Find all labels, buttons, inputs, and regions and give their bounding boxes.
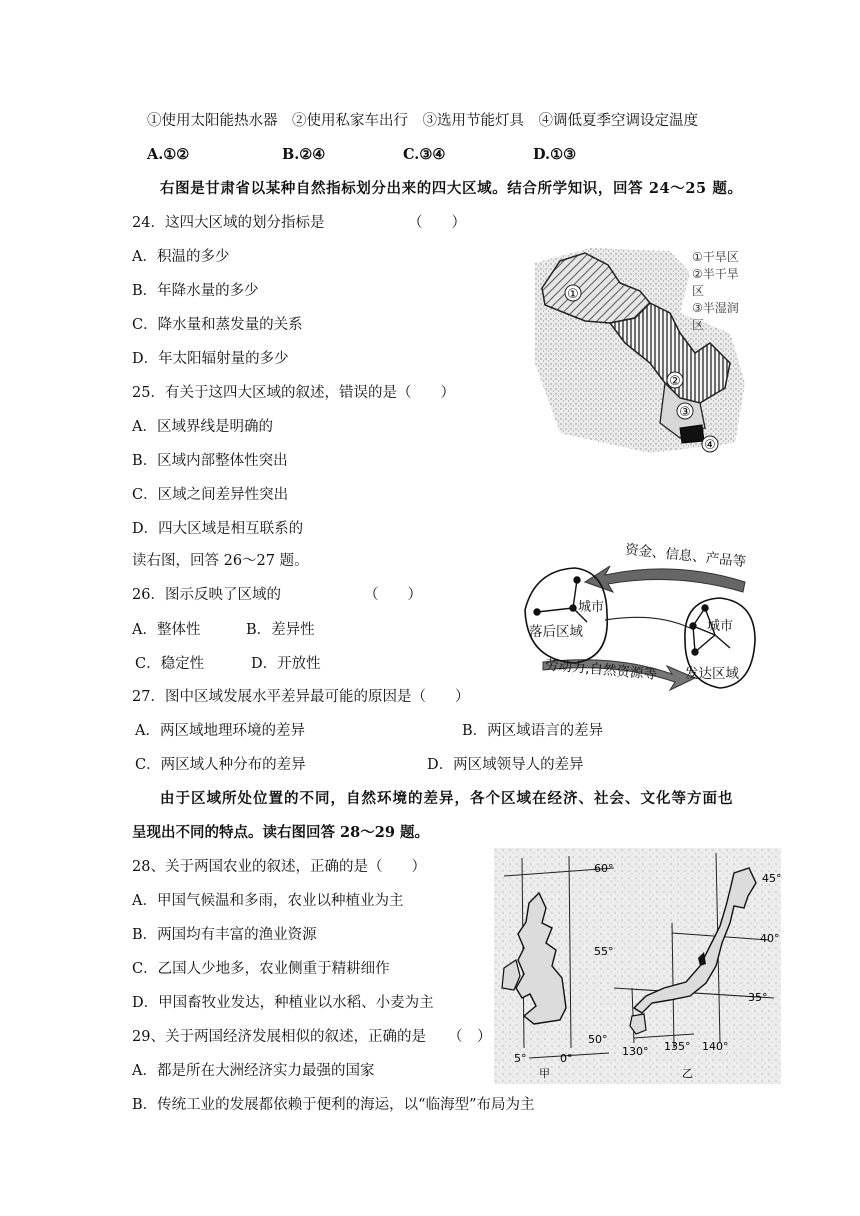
legend-line-5: 区 — [692, 318, 705, 332]
lat-45-label: 45° — [762, 872, 781, 885]
q27-option-c: C．两区域人种分布的差异 — [135, 757, 306, 773]
q24-option-c: C．降水量和蒸发量的关系 — [132, 317, 303, 333]
q29-option-b: B．传统工业的发展都依赖于便利的海运，以“临海型”布局为主 — [132, 1097, 535, 1113]
q28-option-b: B．两国均有丰富的渔业资源 — [132, 927, 317, 943]
zone-marker-3: ③ — [679, 405, 691, 420]
legend-line-2: ②半干旱 — [692, 267, 739, 281]
legend-line-3: 区 — [692, 284, 705, 298]
country-map-figure — [494, 848, 781, 1084]
left-city-label: 城市 — [578, 600, 605, 615]
country-yi-label: 乙 — [682, 1067, 693, 1080]
q24-option-b: B．年降水量的多少 — [132, 283, 259, 299]
option-c: C.③④ — [403, 146, 446, 163]
q28-option-a: A．甲国气候温和多雨，农业以种植业为主 — [132, 893, 404, 909]
q29-stem: 29、关于两国经济发展相似的叙述，正确的是 — [132, 1029, 426, 1045]
lon-130-label: 130° — [622, 1045, 649, 1058]
lon-0-label: 0° — [560, 1052, 573, 1065]
q24-option-a: A．积温的多少 — [132, 249, 230, 265]
q27-stem: 27．图中区域发展水平差异最可能的原因是（ ） — [132, 689, 470, 705]
q28-stem: 28、关于两国农业的叙述，正确的是（ ） — [132, 859, 426, 875]
q26-option-c: C．稳定性 — [135, 656, 205, 672]
region-diagram-figure — [515, 540, 765, 710]
lon-135-label: 135° — [664, 1040, 691, 1053]
country-jia-label: 甲 — [539, 1067, 550, 1080]
intro-28-29-line1: 由于区域所处位置的不同，自然环境的差异，各个区域在经济、社会、文化等方面也 — [160, 790, 734, 807]
zone-marker-1: ① — [567, 287, 579, 302]
right-region-label: 发达区域 — [685, 666, 739, 682]
question-23-options-text: ①使用太阳能热水器 ②使用私家车出行 ③选用节能灯具 ④调低夏季空调设定温度 — [147, 113, 698, 129]
q28-option-d: D．甲国畜牧业发达，种植业以水稻、小麦为主 — [132, 995, 434, 1011]
q25-stem: 25．有关于这四大区域的叙述，错误的是（ ） — [132, 385, 455, 401]
top-arrow — [585, 566, 745, 592]
q26-option-a: A．整体性 — [132, 622, 201, 638]
q26-stem: 26．图示反映了区域的 — [132, 587, 281, 603]
q25-option-d: D．四大区域是相互联系的 — [132, 521, 304, 537]
q29-option-a: A．都是所在大洲经济实力最强的国家 — [132, 1063, 375, 1079]
legend-line-4: ③半湿润 — [692, 301, 739, 315]
lat-60-label: 60° — [594, 862, 614, 875]
lon-5-label: 5° — [514, 1052, 527, 1065]
q29-paren: （ ） — [448, 1029, 492, 1045]
top-arrow-label: 资金、信息、产品等 — [624, 541, 747, 571]
q26-paren: （ ） — [364, 587, 422, 603]
lon-140-label: 140° — [702, 1040, 729, 1053]
left-region-label: 落后区域 — [529, 624, 583, 640]
lat-55-label: 55° — [594, 945, 614, 958]
q25-option-c: C．区域之间差异性突出 — [132, 487, 289, 503]
lat-50-label: 50° — [588, 1033, 608, 1046]
q28-option-c: C．乙国人少地多，农业侧重于精耕细作 — [132, 961, 390, 977]
connecting-line — [605, 617, 690, 628]
legend-line-1: ①干旱区 — [692, 250, 739, 264]
q27-option-a: A．两区域地理环境的差异 — [135, 723, 305, 739]
q24-stem: 24．这四大区域的划分指标是 — [132, 215, 325, 231]
q25-option-a: A．区域界线是明确的 — [132, 419, 273, 435]
q24-option-d: D．年太阳辐射量的多少 — [132, 351, 289, 367]
right-city-label: 城市 — [707, 619, 734, 634]
option-a: A.①② — [147, 146, 190, 163]
zone-4-humid — [680, 425, 704, 443]
lat-40-label: 40° — [760, 932, 780, 945]
intro-24-25: 右图是甘肃省以某种自然指标划分出来的四大区域。结合所学知识，回答 24～25 题。 — [160, 180, 743, 197]
q26-option-d: D．开放性 — [251, 656, 321, 672]
zone-marker-2: ② — [669, 374, 681, 389]
intro-28-29-line2: 呈现出不同的特点。读右图回答 28～29 题。 — [132, 824, 429, 841]
option-d: D.①③ — [533, 146, 577, 163]
gansu-map-figure — [530, 243, 760, 458]
q27-option-b: B．两区域语言的差异 — [462, 723, 604, 739]
gansu-map-legend — [692, 249, 758, 334]
intro-26-27: 读右图，回答 26～27 题。 — [132, 553, 309, 569]
bottom-arrow-label: 劳动力,自然资源等 — [544, 657, 658, 683]
q25-option-b: B．区域内部整体性突出 — [132, 453, 288, 469]
q27-option-d: D．两区域领导人的差异 — [427, 757, 584, 773]
q24-paren: （ ） — [408, 215, 466, 231]
lat-35-label: 35° — [748, 991, 768, 1004]
q26-option-b: B．差异性 — [246, 622, 315, 638]
option-b: B.②④ — [282, 146, 326, 163]
zone-marker-4: ④ — [704, 438, 716, 453]
country-map — [494, 848, 781, 1084]
